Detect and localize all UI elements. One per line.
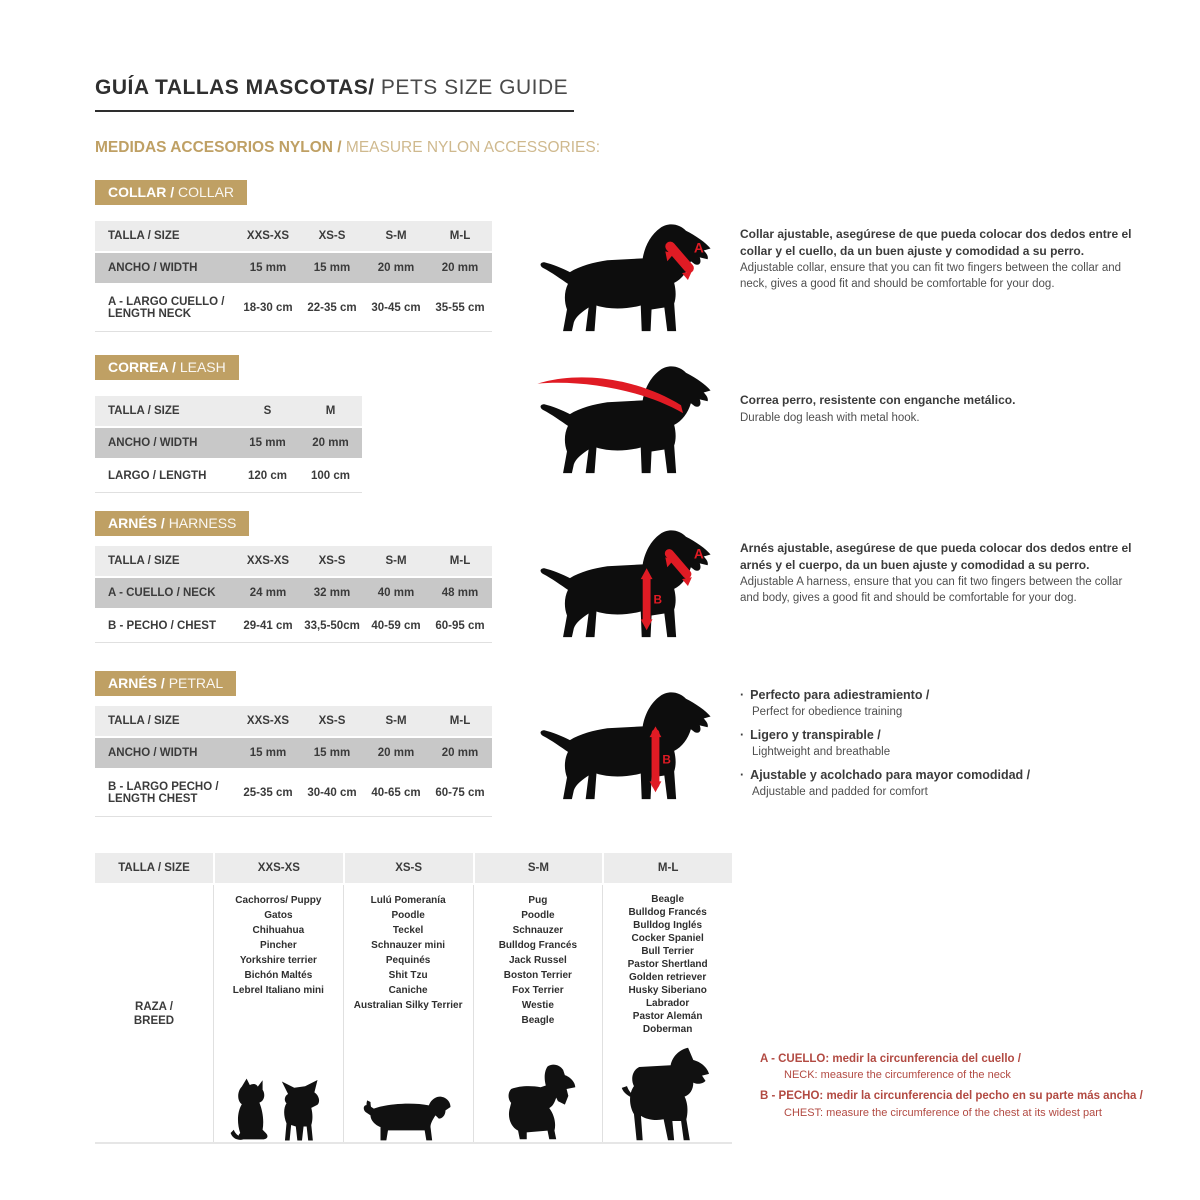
section-chip-leash [95, 355, 239, 380]
breed-item: Beagle [651, 894, 685, 905]
measure-letter-a: A [693, 240, 704, 256]
description-es: Correa perro, resistente con enganche metálico. [740, 393, 1016, 407]
dog-silhouette-harness-icon [530, 524, 720, 642]
table-header-cell: S-M [385, 715, 407, 727]
breed-item: Pincher [260, 940, 297, 951]
note-b-en: CHEST: measure the circumference of the chest at its widest part [784, 1106, 1102, 1119]
description-en: Adjustable collar, ensure that you can fit two fingers between the collar and neck, gives a good fit and should be comfortable for your dog. [740, 262, 1122, 290]
breed-item: Poodle [391, 910, 425, 921]
feature-text-es: Ligero y transpirable / [750, 727, 881, 742]
breed-item: Cocker Spaniel [631, 933, 704, 944]
breed-icons [603, 1046, 732, 1142]
breeds-col-m-l [602, 885, 732, 1142]
table-cell: 15 mm [313, 747, 351, 759]
row-label [95, 285, 236, 331]
leash-dog-illustration [530, 360, 720, 478]
row-label: ANCHO / WIDTH [108, 262, 198, 274]
dog-silhouette-petral-icon [530, 686, 720, 804]
breeds-col-xxs-xs [213, 885, 343, 1142]
harness-table [95, 546, 492, 643]
breed-item: Yorkshire terrier [239, 955, 317, 966]
measure-letter-b: B [662, 752, 671, 767]
cat-icon [229, 1076, 269, 1142]
chip-label-en: HARNESS [168, 515, 237, 531]
breed-item: Beagle [521, 1015, 555, 1026]
table-cell: 25-35 cm [243, 787, 293, 799]
breed-list [474, 893, 603, 1028]
note-a-en: NECK: measure the circumference of the neck [784, 1069, 1011, 1082]
breed-item: Cachorros/ Puppy [235, 895, 322, 906]
chihuahua-icon [277, 1080, 327, 1142]
table-header-cell: TALLA / SIZE [108, 405, 180, 417]
breed-item: Poodle [521, 910, 555, 921]
dog-silhouette-leash-icon [530, 360, 720, 478]
breed-icons [474, 1062, 603, 1142]
breed-item: Bull Terrier [641, 946, 694, 957]
breed-list [214, 893, 343, 998]
chip-label-es: CORREA / [108, 359, 180, 375]
table-row [95, 610, 492, 643]
table-cell: 15 mm [249, 262, 287, 274]
table-cell: 20 mm [377, 747, 415, 759]
table-cell: 48 mm [441, 587, 479, 599]
breed-item: Pastor Alemán [632, 1011, 703, 1022]
table-cell: 29-41 cm [243, 620, 293, 632]
measure-letter-b: B [653, 592, 663, 607]
table-cell: 120 cm [247, 470, 287, 482]
row-label-line1: A - LARGO CUELLO / [108, 296, 225, 308]
collar-dog-illustration [530, 218, 720, 336]
bullet-dot: · [740, 767, 745, 782]
row-label-line2: LENGTH NECK [108, 308, 192, 320]
table-header-row [95, 221, 492, 253]
bullet-dot: · [740, 688, 745, 702]
chip-label-en: COLLAR [178, 184, 235, 200]
description-en: Adjustable A harness, ensure that you can fit two fingers between the collar and body, gives a good fit and should be comfortable for your dog. [740, 576, 1123, 604]
row-label-line2: BREED [133, 1014, 175, 1027]
breed-item: Caniche [388, 985, 428, 996]
table-cell: 60-95 cm [435, 620, 485, 632]
table-row [95, 253, 492, 285]
petral-table [95, 706, 492, 817]
breeds-table [95, 853, 732, 1144]
breed-item: Doberman [642, 1024, 693, 1035]
table-header-cell: M-L [449, 555, 471, 567]
measure-letter-a: A [693, 546, 704, 562]
breed-icons [214, 1076, 343, 1142]
row-label: A - CUELLO / NECK [108, 587, 216, 599]
table-header-cell: S [263, 405, 272, 417]
note-a-es: A - CUELLO: medir la circunferencia del cuello / [760, 1053, 1021, 1065]
section-chip-collar [95, 180, 247, 205]
table-cell: 15 mm [249, 747, 287, 759]
breed-item: Boston Terrier [503, 970, 572, 981]
table-header-cell: XS-S [318, 715, 346, 727]
table-cell: 40 mm [377, 587, 415, 599]
table-cell: 32 mm [313, 587, 351, 599]
doberman-icon [610, 1046, 726, 1142]
table-cell: 15 mm [313, 262, 351, 274]
leash-table [95, 396, 362, 493]
breed-item: Fox Terrier [512, 985, 564, 996]
breed-item: Lebrel Italiano mini [232, 985, 324, 996]
breed-item: Schnauzer [512, 925, 564, 936]
breed-item: Jack Russel [508, 955, 567, 966]
breed-item: Lulú Pomeranía [370, 895, 446, 906]
chip-label-es: COLLAR / [108, 184, 178, 200]
table-cell: 35-55 cm [435, 302, 485, 314]
page-title [95, 76, 574, 112]
table-cell: 100 cm [310, 470, 350, 482]
table-cell: 40-59 cm [371, 620, 421, 632]
breed-item: Shit Tzu [388, 970, 428, 981]
table-cell: 20 mm [377, 262, 415, 274]
description-es: Arnés ajustable, asegúrese de que pueda colocar dos dedos entre el arnés y el cuerpo, da un buen ajuste y comodidad a su perro. [740, 541, 1132, 572]
chip-label-es: ARNÉS / [108, 515, 169, 531]
table-row [95, 770, 492, 817]
table-cell: 30-40 cm [307, 787, 357, 799]
row-label [95, 770, 236, 816]
feature-en: Lightweight and breathable [752, 745, 891, 758]
arrow-icon [650, 781, 662, 792]
harness-dog-illustration [530, 524, 720, 642]
table-header-cell: M-L [449, 230, 471, 242]
table-header-cell: XXS-XS [246, 230, 290, 242]
breeds-header-row [95, 853, 732, 883]
feature-en: Perfect for obedience training [752, 706, 903, 719]
collar-table [95, 221, 492, 332]
table-header-cell: XS-S [318, 555, 346, 567]
table-header-cell: XXS-XS [213, 853, 343, 883]
table-header-cell: XS-S [318, 230, 346, 242]
breed-icons [344, 1092, 473, 1142]
section-chip-harness [95, 511, 249, 536]
breed-list [344, 893, 473, 1013]
breed-item: Husky Siberiano [628, 985, 707, 996]
table-cell: 60-75 cm [435, 787, 485, 799]
table-header-cell: XS-S [343, 853, 473, 883]
description-en: Durable dog leash with metal hook. [740, 411, 920, 424]
breed-item: Labrador [645, 998, 690, 1009]
table-header-cell: M [325, 405, 336, 417]
feature-text-es: Ajustable y acolchado para mayor comodidad / [750, 767, 1031, 782]
table-cell: 18-30 cm [243, 302, 293, 314]
chip-label-en: LEASH [179, 359, 226, 375]
table-header-cell: TALLA / SIZE [108, 555, 180, 567]
breeds-row-label [95, 885, 213, 1142]
table-header-cell: M-L [449, 715, 471, 727]
table-header-cell: XXS-XS [246, 555, 290, 567]
breeds-col-xs-s [343, 885, 473, 1142]
breed-item: Gatos [264, 910, 293, 921]
table-header-row [95, 546, 492, 578]
row-label-line1: B - LARGO PECHO / [108, 781, 219, 793]
breed-item: Chihuahua [252, 925, 305, 936]
dog-silhouette-collar-icon [530, 218, 720, 336]
breed-item: Australian Silky Terrier [353, 1000, 463, 1011]
page-subtitle-en: MEASURE NYLON ACCESSORIES: [345, 139, 600, 156]
table-header-cell: XXS-XS [246, 715, 290, 727]
table-header-row [95, 396, 362, 428]
table-header-cell: S-M [385, 555, 407, 567]
table-header-row [95, 706, 492, 738]
dachshund-icon [362, 1092, 454, 1142]
breed-item: Pequinés [385, 955, 431, 966]
table-cell: 40-65 cm [371, 787, 421, 799]
breed-item: Golden retriever [628, 972, 707, 983]
leash-description [740, 392, 1132, 426]
feature-en: Adjustable and padded for comfort [752, 785, 928, 798]
breed-item: Bulldog Inglés [633, 920, 703, 931]
table-row [95, 578, 492, 610]
row-label: B - PECHO / CHEST [108, 620, 216, 632]
page-subtitle [95, 139, 600, 157]
table-header-cell: TALLA / SIZE [108, 230, 180, 242]
row-label-line1: RAZA / [135, 1000, 173, 1013]
feature-es [740, 686, 1140, 704]
table-row [95, 738, 492, 770]
breed-item: Teckel [392, 925, 424, 936]
table-row [95, 285, 492, 332]
page-subtitle-es: MEDIDAS ACCESORIOS NYLON / [95, 139, 346, 156]
breed-item: Westie [521, 1000, 554, 1011]
breed-item: Bulldog Francés [498, 940, 578, 951]
page-title-en: PETS SIZE GUIDE [374, 76, 569, 99]
row-label: ANCHO / WIDTH [108, 747, 198, 759]
chip-label-es: ARNÉS / [108, 675, 169, 691]
harness-description [740, 540, 1132, 607]
table-cell: 22-35 cm [307, 302, 357, 314]
breeds-col-s-m [473, 885, 603, 1142]
table-cell: 15 mm [249, 437, 286, 449]
collar-description [740, 226, 1132, 293]
petral-features [740, 686, 1140, 805]
breed-item: Schnauzer mini [371, 940, 446, 951]
bullet-dot: · [740, 727, 745, 742]
feature-es [740, 766, 1140, 784]
note-b-es: B - PECHO: medir la circunferencia del pecho en su parte más ancha / [760, 1090, 1143, 1103]
table-cell: 30-45 cm [371, 302, 421, 314]
description-es: Collar ajustable, asegúrese de que pueda colocar dos dedos entre el collar y el cuello, da un buen ajuste y comodidad a su perro. [740, 227, 1132, 258]
breed-item: Pug [528, 895, 548, 906]
table-header-cell: S-M [473, 853, 603, 883]
row-label: ANCHO / WIDTH [108, 437, 198, 449]
row-label: LARGO / LENGTH [108, 470, 207, 482]
table-cell: 20 mm [312, 437, 349, 449]
table-header-cell: S-M [385, 230, 407, 242]
table-header-cell: M-L [602, 853, 732, 883]
table-cell: 20 mm [441, 262, 479, 274]
table-cell: 20 mm [441, 747, 479, 759]
measure-notes [760, 1046, 1180, 1121]
table-cell: 33,5-50cm [304, 620, 360, 632]
table-row [95, 428, 362, 460]
feature-es [740, 726, 1140, 744]
petral-dog-illustration [530, 686, 720, 804]
row-label-line2: LENGTH CHEST [108, 793, 198, 805]
feature-text-es: Perfecto para adiestramiento / [750, 688, 930, 702]
breed-item: Pastor Shertland [627, 959, 708, 970]
table-row [95, 460, 362, 493]
breed-list [603, 893, 732, 1036]
schnauzer-icon [499, 1062, 577, 1142]
breed-item: Bichón Maltés [244, 970, 313, 981]
breeds-body-row [95, 885, 732, 1144]
table-cell: 24 mm [249, 587, 287, 599]
table-header-cell: TALLA / SIZE [118, 862, 190, 874]
section-chip-petral [95, 671, 236, 696]
breed-item: Bulldog Francés [628, 907, 707, 918]
page-title-es: GUÍA TALLAS MASCOTAS/ [95, 76, 375, 99]
table-header-cell: TALLA / SIZE [108, 715, 180, 727]
chip-label-en: PETRAL [168, 675, 224, 691]
